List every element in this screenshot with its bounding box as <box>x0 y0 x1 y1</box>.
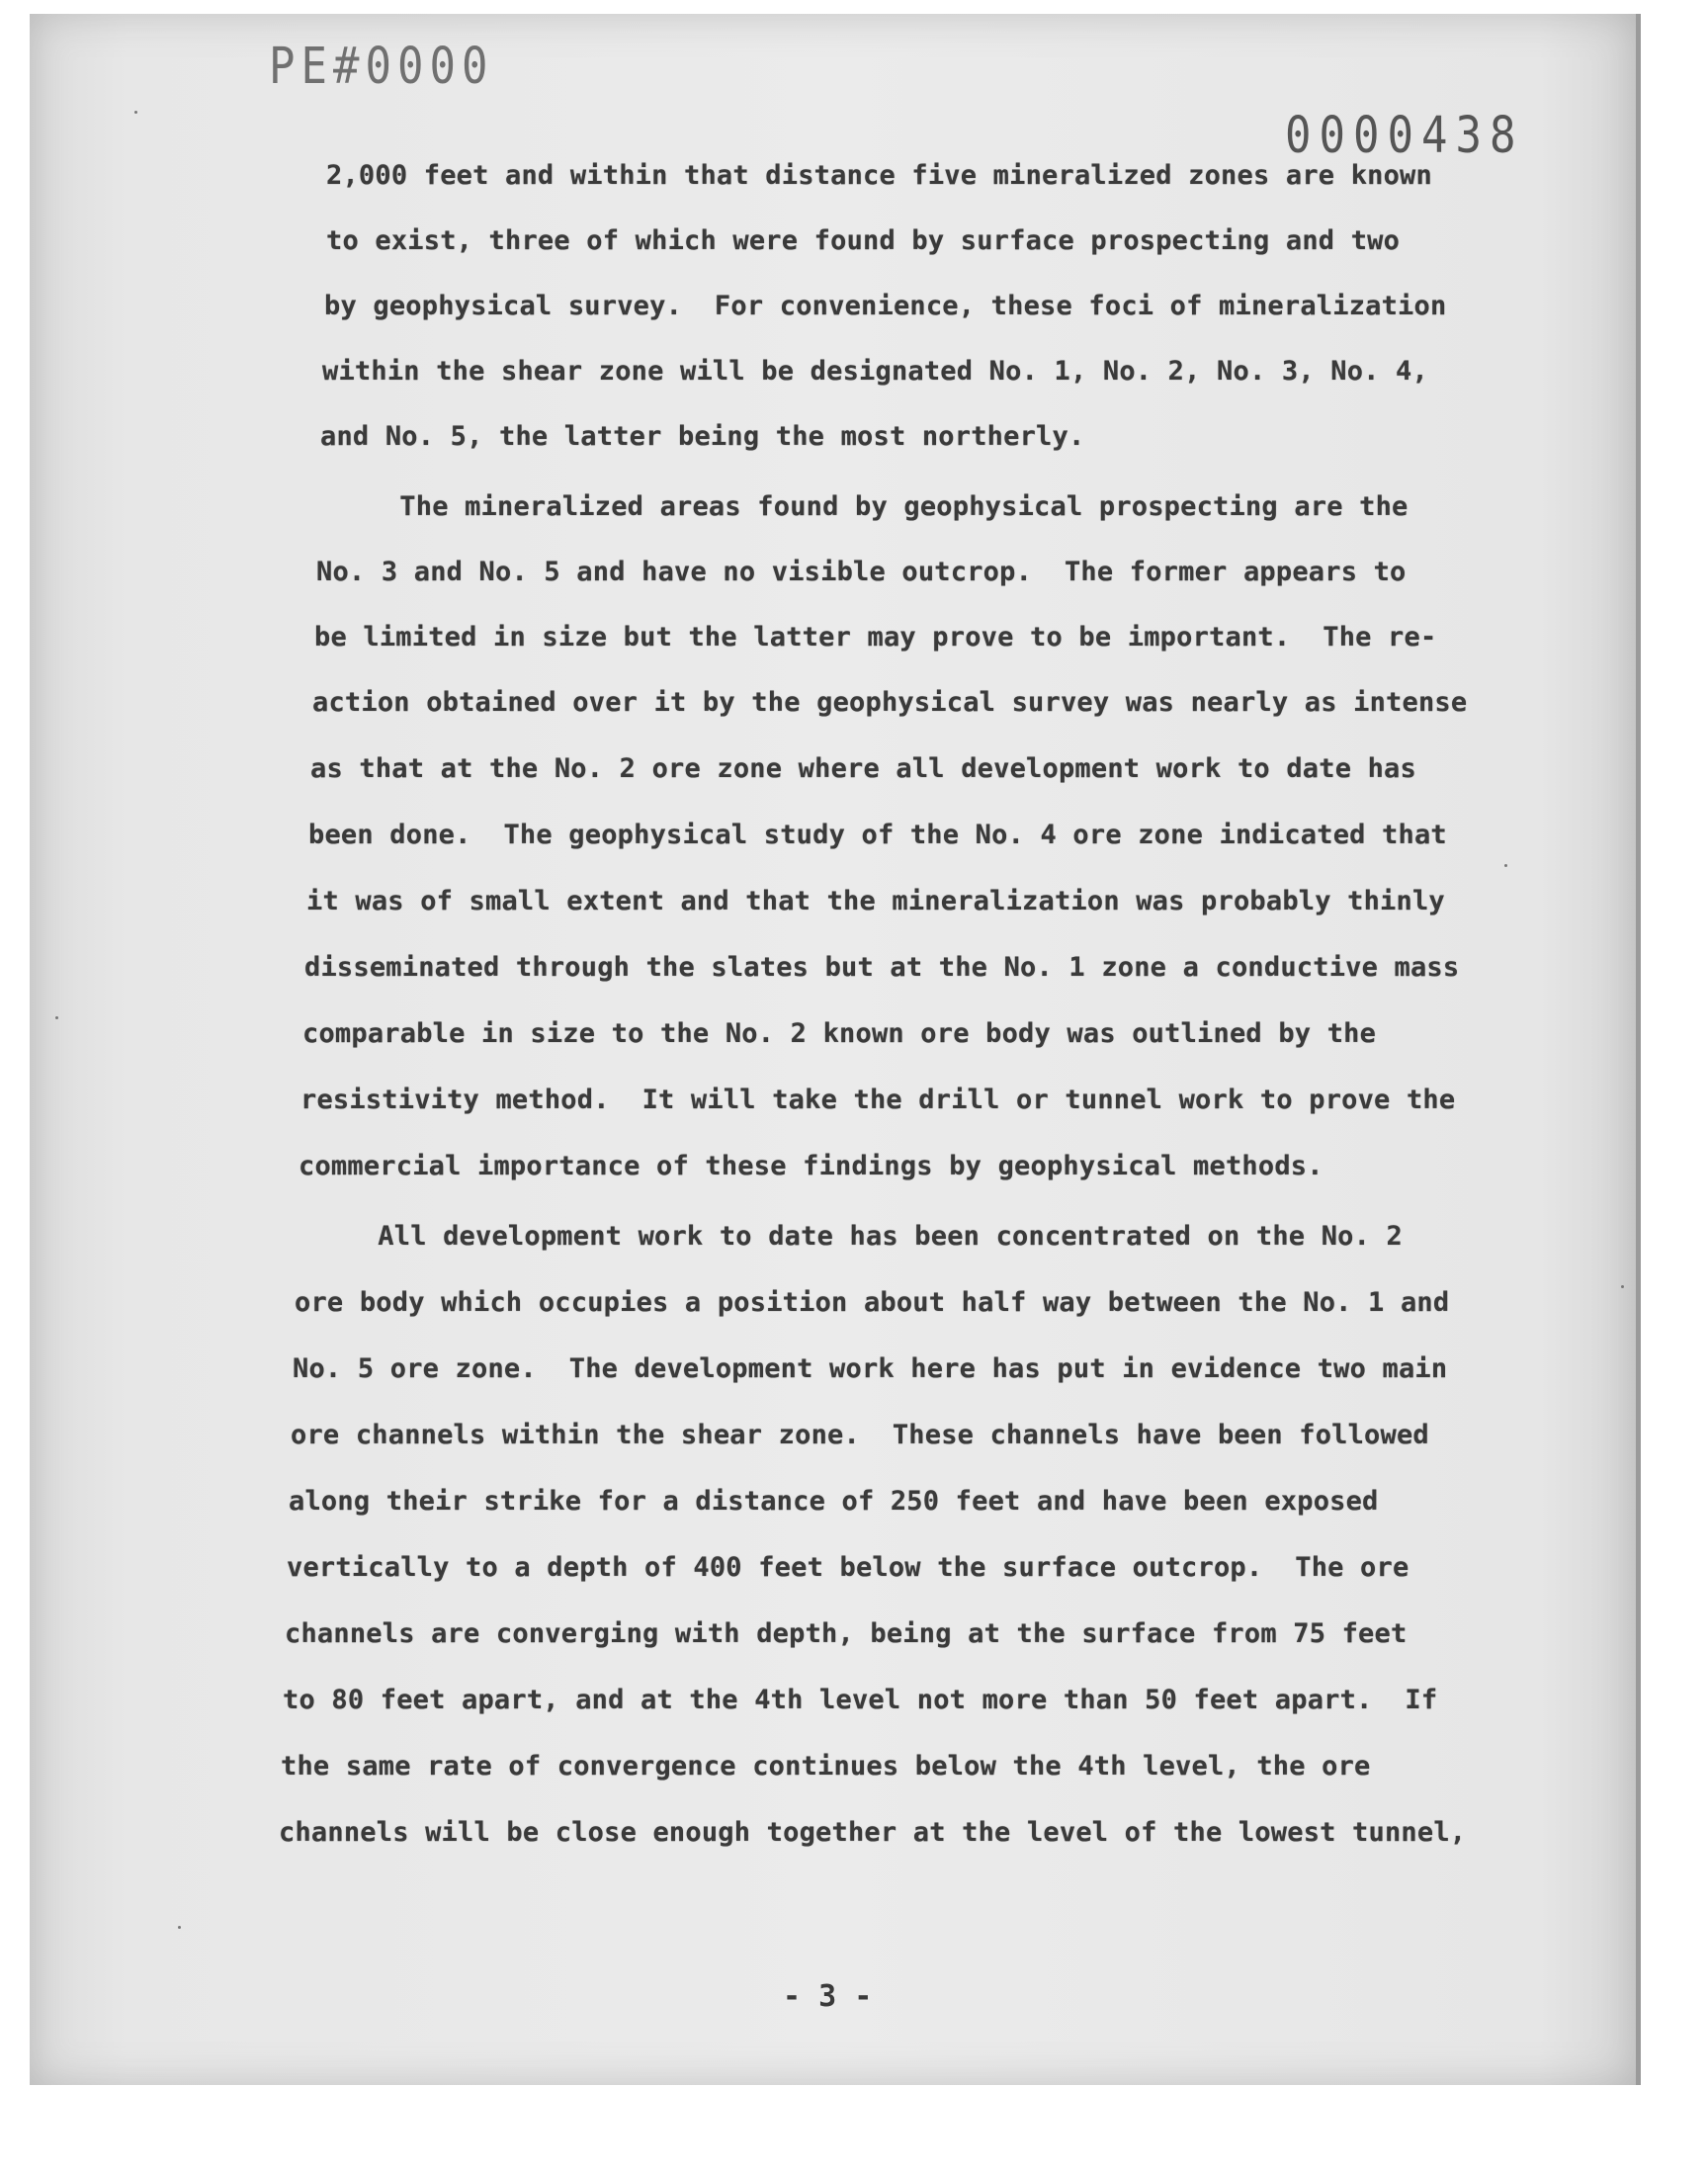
page-number: - 3 - <box>783 1979 873 2014</box>
text-line: channels will be close enough together at the level of the lowest tunnel, <box>279 1817 1467 1848</box>
text-line: All development work to date has been concentrated on the No. 2 <box>297 1221 1403 1252</box>
text-line: within the shear zone will be designated No. 1, No. 2, No. 3, No. 4, <box>322 356 1428 387</box>
text-line: be limited in size but the latter may prove to be important. The re- <box>314 622 1437 652</box>
text-line: as that at the No. 2 ore zone where all development work to date has <box>310 753 1416 784</box>
text-line: vertically to a depth of 400 feet below the surface outcrop. The ore <box>287 1552 1409 1583</box>
scan-speck <box>1621 1285 1624 1288</box>
text-line: commercial importance of these findings by geophysical methods. <box>299 1151 1324 1181</box>
text-line: been done. The geophysical study of the No. 4 ore zone indicated that <box>308 820 1447 850</box>
page-serial-stamp: 0000438 <box>1285 107 1524 165</box>
text-line: and No. 5, the latter being the most northerly. <box>320 421 1085 452</box>
text-line: No. 5 ore zone. The development work here has put in evidence two main <box>293 1353 1448 1384</box>
text-line: along their strike for a distance of 250 feet and have been exposed <box>289 1486 1379 1517</box>
page-margin-bottom <box>0 2094 1708 2175</box>
text-line: it was of small extent and that the mineralization was probably thinly <box>306 886 1445 916</box>
text-line: ore body which occupies a position about half way between the No. 1 and <box>295 1287 1450 1318</box>
scan-edge <box>1636 14 1641 2085</box>
scan-speck <box>55 1016 58 1019</box>
document-id-stamp: PE#0000 <box>269 38 494 96</box>
text-line: resistivity method. It will take the drill or tunnel work to prove the <box>300 1085 1456 1115</box>
scan-speck <box>1504 864 1507 867</box>
text-line: channels are converging with depth, being at the surface from 75 feet <box>285 1618 1408 1649</box>
scan-speck <box>178 1926 181 1929</box>
text-line: No. 3 and No. 5 and have no visible outcrop. The former appears to <box>316 557 1407 587</box>
text-line: by geophysical survey. For convenience, these foci of mineralization <box>324 291 1447 321</box>
text-line: 2,000 feet and within that distance five mineralized zones are known <box>326 160 1432 191</box>
text-line: the same rate of convergence continues below the 4th level, the ore <box>281 1751 1371 1782</box>
text-line: disseminated through the slates but at the No. 1 zone a conductive mass <box>304 952 1460 983</box>
text-line: comparable in size to the No. 2 known ore body was outlined by the <box>302 1018 1377 1049</box>
text-line: to exist, three of which were found by surface prospecting and two <box>326 225 1401 256</box>
scan-speck <box>134 111 137 114</box>
text-line: action obtained over it by the geophysical survey was nearly as intense <box>312 687 1468 718</box>
text-line: The mineralized areas found by geophysical prospecting are the <box>318 491 1409 522</box>
text-line: ore channels within the shear zone. These channels have been followed <box>291 1420 1429 1450</box>
text-line: to 80 feet apart, and at the 4th level not more than 50 feet apart. If <box>283 1685 1438 1715</box>
